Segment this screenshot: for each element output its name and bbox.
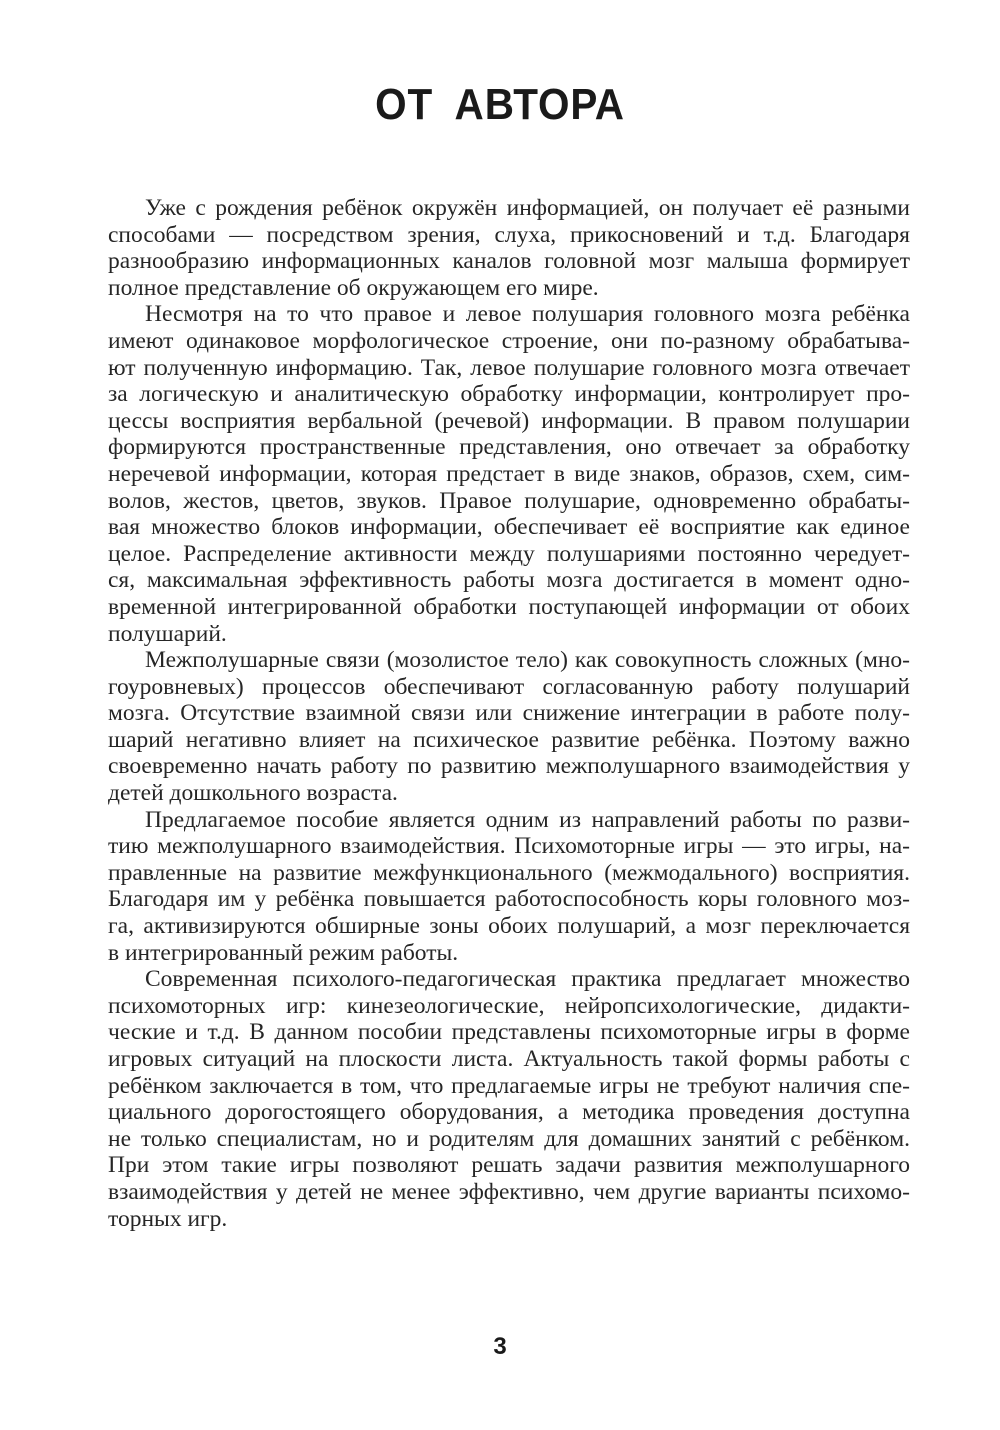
text-line: полушарий.	[108, 620, 227, 647]
body-text	[108, 195, 910, 1232]
text-line: целое. Распределение активности между полушариями постоянно чередует-	[108, 540, 910, 567]
text-line: игровых ситуаций на плоскости листа. Актуальность такой формы работы с	[108, 1046, 910, 1072]
text-line: При этом такие игры позволяют решать задачи развития межполушарного	[108, 1152, 910, 1179]
paragraph-3	[108, 647, 910, 807]
text-line: Благодаря им у ребёнка повышается работоспособность коры головного моз-	[108, 886, 910, 913]
text-line: детей дошкольного возраста.	[108, 780, 398, 807]
text-line: Предлагаемое пособие является одним из направлений работы по разви-	[145, 806, 910, 833]
text-line: шарий негативно влияет на психическое развитие ребёнка. Поэтому важно	[108, 726, 910, 753]
text-line: не только специалистам, но и родителям для домашних занятий с ребёнком.	[108, 1125, 910, 1152]
text-line: неречевой информации, которая предстает в виде знаков, образов, схем, сим-	[108, 460, 910, 487]
text-line: правленные на развитие межфункционального (межмодального) восприятия.	[108, 859, 910, 886]
text-line: ют полученную информацию. Так, левое полушарие головного мозга отвечает	[108, 354, 910, 381]
text-line: циального дорогостоящего оборудования, а методика проведения доступна	[108, 1099, 910, 1126]
text-line: психомоторных игр: кинезеологические, нейропсихологические, дидакти-	[108, 992, 910, 1019]
paragraph-2	[108, 301, 910, 647]
text-line: за логическую и аналитическую обработку информации, контролирует про-	[108, 381, 910, 408]
text-line: мозга. Отсутствие взаимной связи или снижение интеграции в работе полу-	[108, 700, 910, 727]
page-title: ОТ АВТОРА	[375, 80, 625, 129]
text-line: Межполушарные связи (мозолистое тело) как совокупность сложных (мно-	[145, 647, 910, 674]
text-line: ребёнком заключается в том, что предлагаемые игры не требуют наличия спе-	[108, 1072, 910, 1099]
text-line: гоуровневых) процессов обеспечивают согласованную работу полушарий	[108, 673, 910, 700]
text-line: ческие и т.д. В данном пособии представлены психомоторные игры в форме	[108, 1019, 910, 1046]
text-line: торных игр.	[108, 1205, 228, 1232]
text-line: взаимодействия у детей не менее эффективно, чем другие варианты психомо-	[108, 1178, 910, 1205]
text-line: в интегрированный режим работы.	[108, 939, 459, 966]
text-line: Уже с рождения ребёнок окружён информацией, он получает её разными	[145, 195, 910, 221]
paragraph-4	[108, 807, 910, 967]
text-line: ся, максимальная эффективность работы мозга достигается в момент одно-	[108, 567, 910, 594]
text-line: формируются пространственные представления, оно отвечает за обработку	[108, 434, 910, 461]
text-line: своевременно начать работу по развитию межполушарного взаимодействия у	[108, 753, 910, 780]
text-line: волов, жестов, цветов, звуков. Правое полушарие, одновременно обрабаты-	[108, 487, 910, 514]
text-line: га, активизируются обширные зоны обоих полушарий, а мозг переключается	[108, 913, 910, 940]
text-line: вая множество блоков информации, обеспечивает её восприятие как единое	[108, 514, 910, 541]
text-line: Современная психолого-педагогическая практика предлагает множество	[145, 966, 910, 993]
text-line: разнообразию информационных каналов головной мозг малыша формирует	[108, 248, 910, 275]
text-line: полное представление об окружающем его мире.	[108, 274, 599, 301]
text-line: тию межполушарного взаимодействия. Психомоторные игры — это игры, на-	[108, 833, 910, 860]
page-number: 3	[493, 1333, 507, 1360]
text-line: имеют одинаковое морфологическое строение, они по-разному обрабатыва-	[108, 327, 910, 354]
text-line: способами — посредством зрения, слуха, прикосновений и т.д. Благодаря	[108, 221, 910, 248]
paragraph-1	[108, 195, 910, 301]
paragraph-5	[108, 966, 910, 1232]
text-line: цессы восприятия вербальной (речевой) информации. В правом полушарии	[108, 407, 910, 434]
text-line: Несмотря на то что правое и левое полушария головного мозга ребёнка	[145, 301, 910, 328]
text-line: временной интегрированной обработки поступающей информации от обоих	[108, 593, 910, 620]
